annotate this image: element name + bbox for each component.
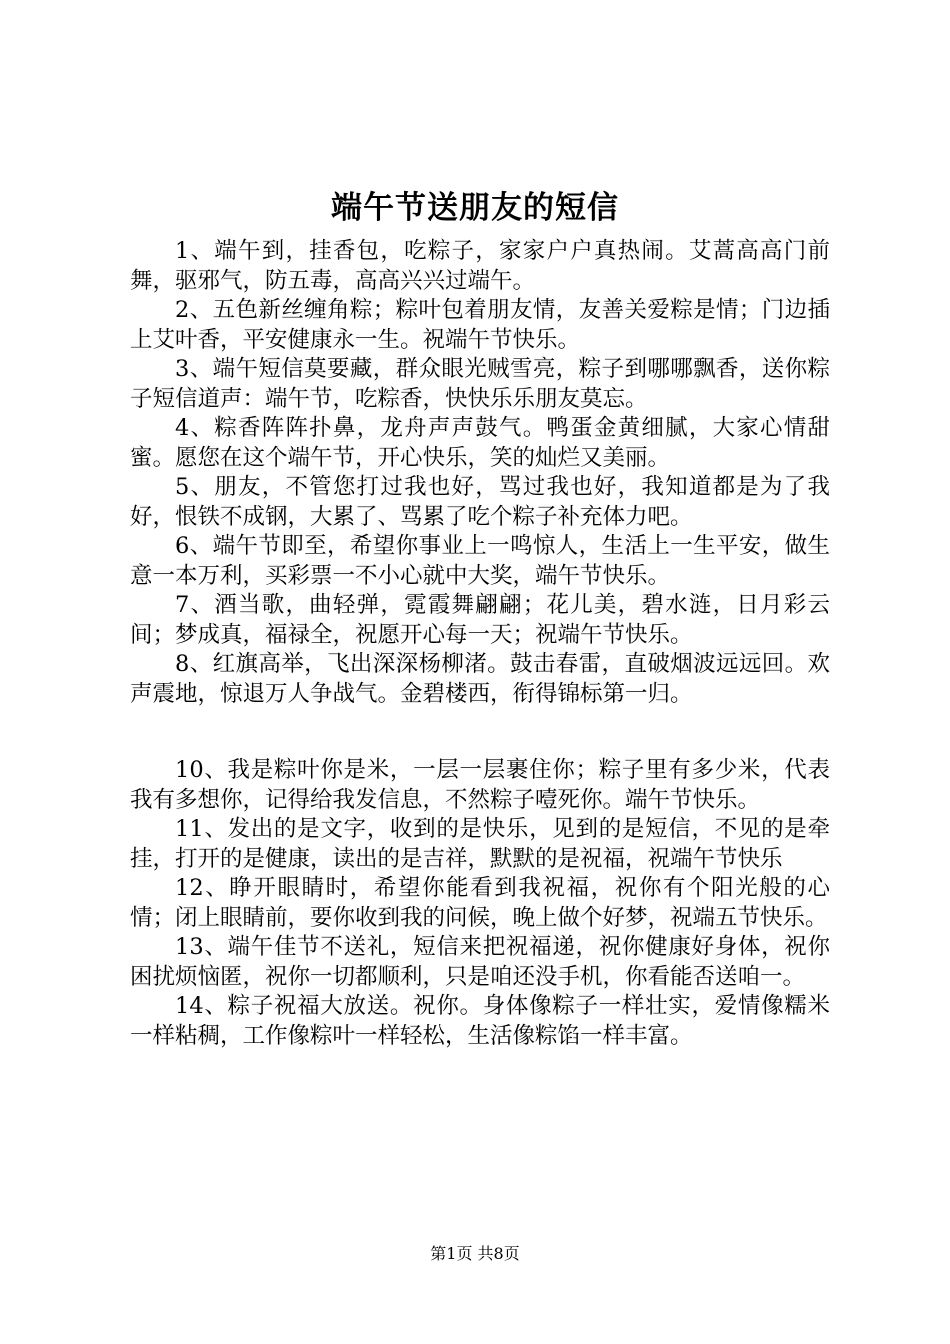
message-paragraph-10: 10、我是粽叶你是米，一层一层裹住你；粽子里有多少米，代表我有多想你，记得给我发信息，不然粽子噎死你。端午节快乐。 — [130, 757, 830, 813]
message-paragraph-4: 4、粽香阵阵扑鼻，龙舟声声鼓气。鸭蛋金黄细腻，大家心情甜蜜。愿您在这个端午节，开心快乐，笑的灿烂又美丽。 — [130, 415, 830, 471]
message-list-part-1 — [130, 237, 830, 709]
page-title: 端午节送朋友的短信 — [331, 190, 619, 226]
message-paragraph-11: 11、发出的是文字，收到的是快乐，见到的是短信，不见的是牵挂，打开的是健康，读出的是吉祥，默默的是祝福，祝端午节快乐 — [130, 816, 830, 872]
message-paragraph-1: 1、端午到，挂香包，吃粽子，家家户户真热闹。艾蒿高高门前舞，驱邪气，防五毒，高高兴兴过端午。 — [130, 238, 830, 294]
message-paragraph-14: 14、粽子祝福大放送。祝你。身体像粽子一样壮实，爱情像糯米一样粘稠，工作像粽叶一样轻松，生活像粽馅一样丰富。 — [130, 993, 830, 1049]
message-paragraph-7: 7、酒当歌，曲轻弹，霓霞舞翩翩；花儿美，碧水涟，日月彩云间；梦成真，福禄全，祝愿开心每一天；祝端午节快乐。 — [130, 592, 830, 648]
message-paragraph-5: 5、朋友，不管您打过我也好，骂过我也好，我知道都是为了我好，恨铁不成钢，大累了、骂累了吃个粽子补充体力吧。 — [130, 474, 830, 530]
message-paragraph-2: 2、五色新丝缠角粽；粽叶包着朋友情，友善关爱粽是情；门边插上艾叶香，平安健康永一生。祝端午节快乐。 — [130, 297, 830, 353]
message-list-part-2 — [130, 756, 830, 1051]
message-paragraph-12: 12、睁开眼睛时，希望你能看到我祝福，祝你有个阳光般的心情；闭上眼睛前，要你收到我的问候，晚上做个好梦，祝端五节快乐。 — [130, 875, 830, 931]
message-paragraph-3: 3、端午短信莫要藏，群众眼光贼雪亮，粽子到哪哪飘香，送你粽子短信道声：端午节，吃粽香，快快乐乐朋友莫忘。 — [130, 356, 830, 412]
message-paragraph-6: 6、端午节即至，希望你事业上一鸣惊人，生活上一生平安，做生意一本万利，买彩票一不小心就中大奖，端午节快乐。 — [130, 533, 830, 589]
message-paragraph-8: 8、红旗高举，飞出深深杨柳渚。鼓击春雷，直破烟波远远回。欢声震地，惊退万人争战气。金碧楼西，衔得锦标第一归。 — [130, 651, 830, 707]
page-number-footer: 第1页 共8页 — [430, 1244, 520, 1263]
message-paragraph-13: 13、端午佳节不送礼，短信来把祝福递，祝你健康好身体，祝你困扰烦恼匿，祝你一切都顺利，只是咱还没手机，你看能否送咱一。 — [130, 934, 830, 990]
